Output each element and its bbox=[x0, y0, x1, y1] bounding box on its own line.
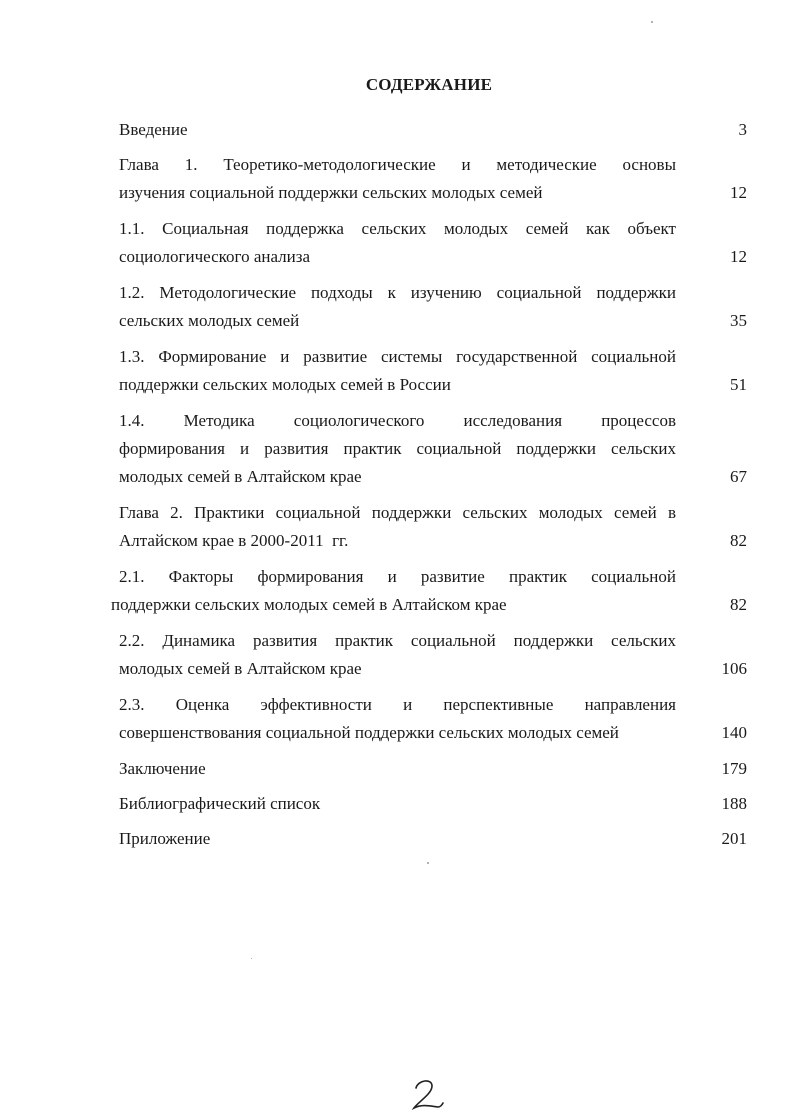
toc-entry-section-1-3 bbox=[119, 343, 747, 399]
toc-page-number: 12 bbox=[730, 247, 747, 266]
toc-entry-text: Приложение bbox=[119, 829, 211, 848]
toc-entry-text: 1.2. Методологические подходы к изучению социальной поддержки сельских молодых семей bbox=[119, 283, 676, 330]
toc-entry-introduction bbox=[119, 116, 747, 144]
toc-entry-text: Глава 1. Теоретико-методологические и методические основы изучения социальной поддержки сельских молодых семей bbox=[119, 155, 676, 202]
toc-entry-text: 1.1. Социальная поддержка сельских молодых семей как объект социологического анализа bbox=[119, 219, 676, 266]
toc-page-number: 51 bbox=[730, 375, 747, 394]
toc-entry-chapter-2 bbox=[119, 499, 747, 555]
toc-page-number: 106 bbox=[721, 659, 747, 678]
toc-entry-text: Библиографический список bbox=[119, 794, 321, 813]
toc-entry-text: 1.4. Методика социологического исследования процессов формирования и развития практик социальной поддержки сельских молодых семей в Алтайском крае bbox=[119, 411, 676, 486]
toc-entry-bibliography bbox=[119, 790, 747, 818]
toc-page-number: 140 bbox=[721, 723, 747, 742]
page-title: СОДЕРЖАНИЕ bbox=[365, 75, 493, 94]
table-of-contents bbox=[111, 116, 747, 860]
toc-entry-section-2-2 bbox=[119, 627, 747, 683]
toc-page-number: 35 bbox=[730, 311, 747, 330]
toc-entry-section-1-2 bbox=[119, 279, 747, 335]
toc-page-number: 12 bbox=[730, 183, 747, 202]
scan-speck bbox=[427, 862, 429, 864]
toc-page-number: 67 bbox=[730, 467, 747, 486]
toc-page-number: 188 bbox=[721, 794, 747, 813]
toc-entry-text: 2.1. Факторы формирования и развитие практик социальной поддержки сельских молодых семей в Алтайском крае bbox=[111, 567, 676, 614]
toc-entry-text: 2.3. Оценка эффективности и перспективные направления совершенствования социальной поддержки сельских молодых семей bbox=[119, 695, 676, 742]
toc-entry-section-2-1 bbox=[111, 563, 747, 619]
toc-page-number: 3 bbox=[738, 120, 747, 139]
toc-entry-text: Глава 2. Практики социальной поддержки сельских молодых семей в Алтайском крае в 2000-2011 гг. bbox=[119, 503, 676, 550]
toc-entry-text: Введение bbox=[119, 120, 188, 139]
handwritten-page-number bbox=[410, 1076, 446, 1112]
toc-page-number: 179 bbox=[721, 759, 747, 778]
toc-entry-section-2-3 bbox=[119, 691, 747, 747]
scan-speck bbox=[251, 958, 252, 959]
toc-entry-text: 2.2. Динамика развития практик социальной поддержки сельских молодых семей в Алтайском крае bbox=[119, 631, 676, 678]
toc-entry-appendix bbox=[119, 825, 747, 853]
toc-page-number: 201 bbox=[721, 829, 747, 848]
toc-page-number: 82 bbox=[730, 531, 747, 550]
toc-entry-text: 1.3. Формирование и развитие системы государственной социальной поддержки сельских молодых семей в России bbox=[119, 347, 676, 394]
scan-speck bbox=[651, 21, 653, 23]
toc-entry-text: Заключение bbox=[119, 759, 206, 778]
toc-page-number: 82 bbox=[730, 595, 747, 614]
toc-entry-conclusion bbox=[119, 755, 747, 783]
toc-entry-chapter-1 bbox=[119, 151, 747, 207]
toc-entry-section-1-1 bbox=[119, 215, 747, 271]
toc-entry-section-1-4 bbox=[119, 407, 747, 491]
